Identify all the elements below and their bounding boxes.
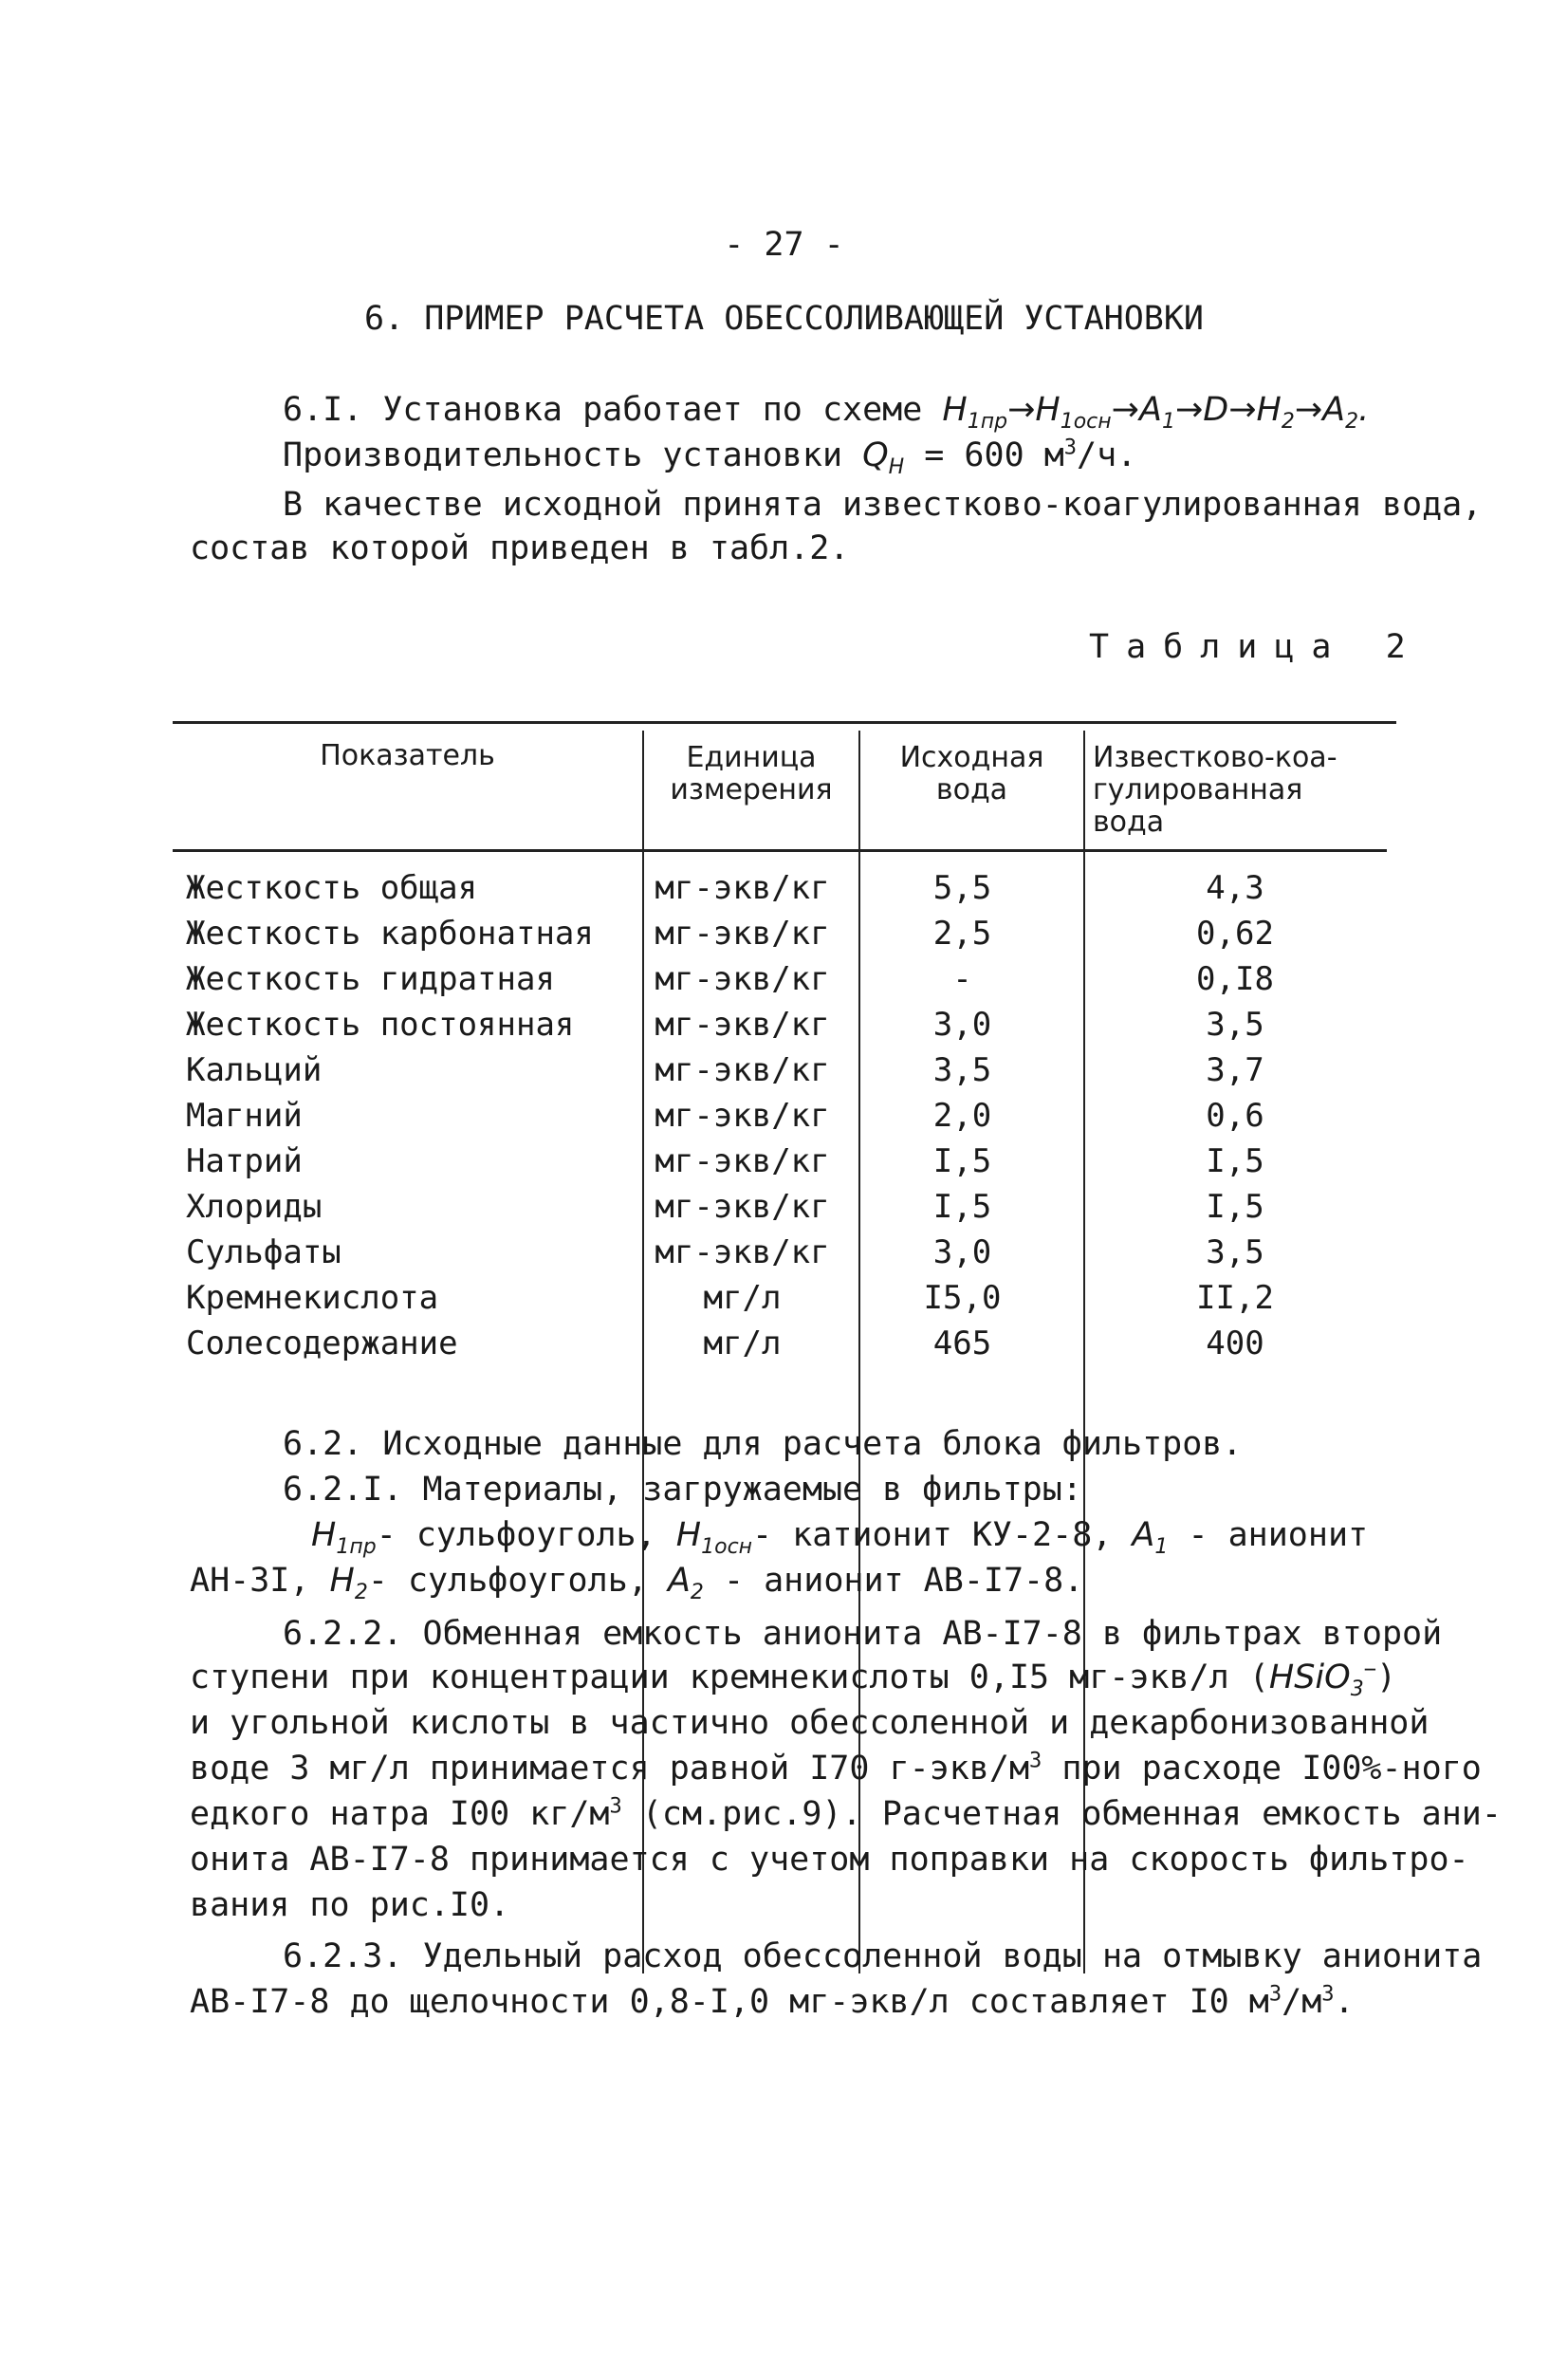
- rinse-text: АВ-I7-8 до щелочности 0,8-I,0 мг-экв/л составляет I0 м: [190, 1983, 1269, 2021]
- cell-source-water: 2,0: [932, 1097, 992, 1135]
- capacity-text: воде 3 мг/л принимается равной I70 г-экв/м: [190, 1750, 1030, 1788]
- cell-unit: мг/л: [703, 1325, 782, 1362]
- cell-source-water: I,5: [932, 1142, 992, 1180]
- header-indicator: Показатель: [320, 739, 495, 772]
- cell-lime-water: 3,5: [1206, 1006, 1264, 1044]
- table-row: [173, 1093, 1396, 1139]
- cell-source-water: 3,0: [932, 1006, 992, 1044]
- table-row: [173, 1139, 1396, 1184]
- a1-desc: - анионит: [1188, 1516, 1369, 1554]
- rinse-sup-2: 3: [1321, 1982, 1335, 2007]
- cell-unit: мг/л: [703, 1279, 782, 1317]
- cell-lime-water: 3,5: [1206, 1233, 1264, 1271]
- cell-source-water: 3,5: [932, 1051, 992, 1089]
- scheme-h: H: [942, 391, 968, 429]
- paragraph-6-1-line-2: [283, 435, 1137, 479]
- cell-lime-water: 0,62: [1196, 915, 1274, 953]
- a2-symbol: A: [667, 1562, 691, 1600]
- cell-indicator: Жесткость гидратная: [186, 960, 555, 998]
- paragraph-6-1-text: 6.I. Установка работает по схеме: [283, 391, 923, 429]
- capacity-label: Производительность установки: [283, 436, 843, 474]
- scheme-h-sub: 1пр: [967, 410, 1008, 434]
- table-caption: Таблица 2: [1089, 628, 1423, 666]
- cell-indicator: Кремнекислота: [186, 1279, 439, 1317]
- paragraph-6-2-2-line-3: и угольной кислоты в частично обессоленной и декарбонизованной: [190, 1704, 1430, 1742]
- naoh-text-2: (см.рис.9). Расчетная обменная емкость ани-: [621, 1795, 1502, 1833]
- scheme-formula: [942, 391, 1370, 434]
- cell-source-water: I,5: [932, 1188, 992, 1226]
- rinse-mid: /м: [1282, 1983, 1322, 2021]
- capacity-sup: 3: [1029, 1749, 1042, 1773]
- cell-indicator: Жесткость общая: [186, 869, 478, 907]
- cell-lime-water: I,5: [1206, 1188, 1264, 1226]
- h2-desc: - сульфоуголь,: [367, 1562, 648, 1600]
- paragraph-6-2-1-line-2: [311, 1514, 1369, 1559]
- cell-unit: мг-экв/кг: [655, 1188, 830, 1226]
- cell-source-water: 2,5: [932, 915, 992, 953]
- cell-source-water: 5,5: [932, 869, 992, 907]
- paragraph-6-2-2-line-4: [190, 1748, 1482, 1789]
- cell-indicator: Магний: [186, 1097, 303, 1135]
- table-row: [173, 865, 1396, 911]
- q-sup: 3: [1063, 435, 1078, 460]
- naoh-sup: 3: [609, 1794, 622, 1819]
- cell-source-water: 3,0: [932, 1233, 992, 1271]
- table-row: [173, 956, 1396, 1002]
- intro-line-1: В качестве исходной принята известково-коагулированная вода,: [283, 486, 1483, 524]
- cell-lime-water: 4,3: [1206, 869, 1264, 907]
- table-row: [173, 1230, 1396, 1275]
- scheme-dh-sub: 2: [1281, 410, 1295, 434]
- cell-indicator: Натрий: [186, 1142, 303, 1180]
- cell-indicator: Жесткость постоянная: [186, 1006, 575, 1044]
- cell-unit: мг-экв/кг: [655, 1006, 830, 1044]
- scheme-h2: →H: [1007, 391, 1061, 429]
- an31-label: АН-3I,: [190, 1562, 310, 1600]
- cell-indicator: Жесткость карбонатная: [186, 915, 594, 953]
- h1osn-sub: 1осн: [701, 1535, 753, 1559]
- silica-sup: −: [1363, 1658, 1376, 1682]
- cell-indicator: Солесодержание: [186, 1325, 458, 1362]
- header-unit: Единица измерения: [670, 741, 833, 806]
- scheme-end: .: [1358, 391, 1370, 429]
- h1pr-desc: - сульфоуголь,: [376, 1516, 656, 1554]
- cell-unit: мг-экв/кг: [655, 960, 830, 998]
- cell-source-water: 465: [932, 1325, 992, 1362]
- cell-lime-water: 0,6: [1206, 1097, 1264, 1135]
- paragraph-6-2-2-line-6: онита АВ-I7-8 принимается с учетом поправки на скорость фильтро-: [190, 1841, 1469, 1879]
- table-header-rule: [173, 849, 1387, 852]
- cell-unit: мг-экв/кг: [655, 869, 830, 907]
- paragraph-6-2-2-line-2: [190, 1657, 1397, 1701]
- paragraph-6-2-1-heading: 6.2.I. Материалы, загружаемые в фильтры:: [283, 1471, 1082, 1509]
- paragraph-6-2-2-line-1: 6.2.2. Обменная емкость анионита АВ-I7-8 в фильтрах второй: [283, 1615, 1443, 1653]
- a2-sub: 2: [690, 1581, 704, 1604]
- table-row: [173, 1184, 1396, 1230]
- cell-indicator: Кальций: [186, 1051, 323, 1089]
- table-row: [173, 1002, 1396, 1047]
- naoh-text: едкого натра I00 кг/м: [190, 1795, 610, 1833]
- scheme-a-sub: 1: [1161, 410, 1175, 434]
- scheme-a: →A: [1111, 391, 1162, 429]
- cell-lime-water: II,2: [1196, 1279, 1274, 1317]
- rinse-end: .: [1334, 1983, 1355, 2021]
- intro-line-2: состав которой приведен в табл.2.: [190, 529, 850, 567]
- cell-source-water: -: [952, 960, 972, 998]
- cell-indicator: Сульфаты: [186, 1233, 341, 1271]
- h1pr-symbol: H: [311, 1516, 337, 1554]
- h2-symbol: H: [329, 1562, 355, 1600]
- paragraph-6-2: 6.2. Исходные данные для расчета блока фильтров.: [283, 1425, 1243, 1463]
- capacity-text-2: при расходе I00%-ного: [1042, 1750, 1482, 1788]
- cell-lime-water: 0,I8: [1196, 960, 1274, 998]
- table-row: [173, 911, 1396, 956]
- table-top-rule: [173, 721, 1396, 724]
- cell-source-water: I5,0: [923, 1279, 1002, 1317]
- cell-indicator: Хлориды: [186, 1188, 323, 1226]
- silica-close: ): [1375, 1658, 1397, 1696]
- silica-sub: 3: [1350, 1677, 1364, 1701]
- q-sub: H: [888, 455, 905, 479]
- cell-unit: мг-экв/кг: [655, 1142, 830, 1180]
- table-row: [173, 1047, 1396, 1093]
- paragraph-6-2-2-line-5: [190, 1793, 1502, 1835]
- page-number: - 27 -: [724, 226, 844, 264]
- q-unit: /ч.: [1077, 436, 1137, 474]
- q-value: = 600 м: [924, 436, 1064, 474]
- silica-text: ступени при концентрации кремнекислоты 0,I5 мг-экв/л (: [190, 1658, 1269, 1696]
- cell-lime-water: I,5: [1206, 1142, 1264, 1180]
- header-lime-water: Известково-коа- гулированная вода: [1093, 741, 1337, 839]
- h1pr-sub: 1пр: [336, 1535, 377, 1559]
- cell-unit: мг-экв/кг: [655, 1233, 830, 1271]
- section-title: 6. ПРИМЕР РАСЧЕТА ОБЕССОЛИВАЮЩЕЙ УСТАНОВКИ: [363, 300, 1204, 338]
- table-row: [173, 1275, 1396, 1321]
- a1-sub: 1: [1154, 1535, 1169, 1559]
- header-source-water: Исходная вода: [899, 741, 1044, 806]
- paragraph-6-2-3-line-2: [190, 1981, 1355, 2023]
- a2-desc: - анионит АВ-I7-8.: [723, 1562, 1084, 1600]
- cell-unit: мг-экв/кг: [655, 1051, 830, 1089]
- rinse-sup-1: 3: [1268, 1982, 1282, 2007]
- paragraph-6-1-line-1: [283, 389, 1370, 434]
- paragraph-6-2-3-line-1: 6.2.3. Удельный расход обессоленной воды на отмывку анионита: [283, 1937, 1483, 1975]
- q-symbol: Q: [862, 436, 889, 474]
- scheme-a2: →A: [1294, 391, 1346, 429]
- h1osn-symbol: H: [675, 1516, 702, 1554]
- h1osn-desc: - катионит КУ-2-8,: [752, 1516, 1113, 1554]
- cell-unit: мг-экв/кг: [655, 1097, 830, 1135]
- scheme-h2-sub: 1осн: [1060, 410, 1112, 434]
- h2-sub: 2: [354, 1581, 368, 1604]
- cell-lime-water: 400: [1206, 1325, 1264, 1362]
- silica-formula: HSiO: [1268, 1658, 1351, 1696]
- table-row: [173, 1321, 1396, 1366]
- cell-unit: мг-экв/кг: [655, 915, 830, 953]
- a1-symbol: A: [1132, 1516, 1155, 1554]
- paragraph-6-2-1-line-3: [190, 1560, 1083, 1602]
- scheme-a2-sub: 2: [1345, 410, 1359, 434]
- paragraph-6-2-2-line-7: вания по рис.I0.: [190, 1886, 510, 1924]
- scheme-dh: →D→H: [1174, 391, 1282, 429]
- cell-lime-water: 3,7: [1206, 1051, 1264, 1089]
